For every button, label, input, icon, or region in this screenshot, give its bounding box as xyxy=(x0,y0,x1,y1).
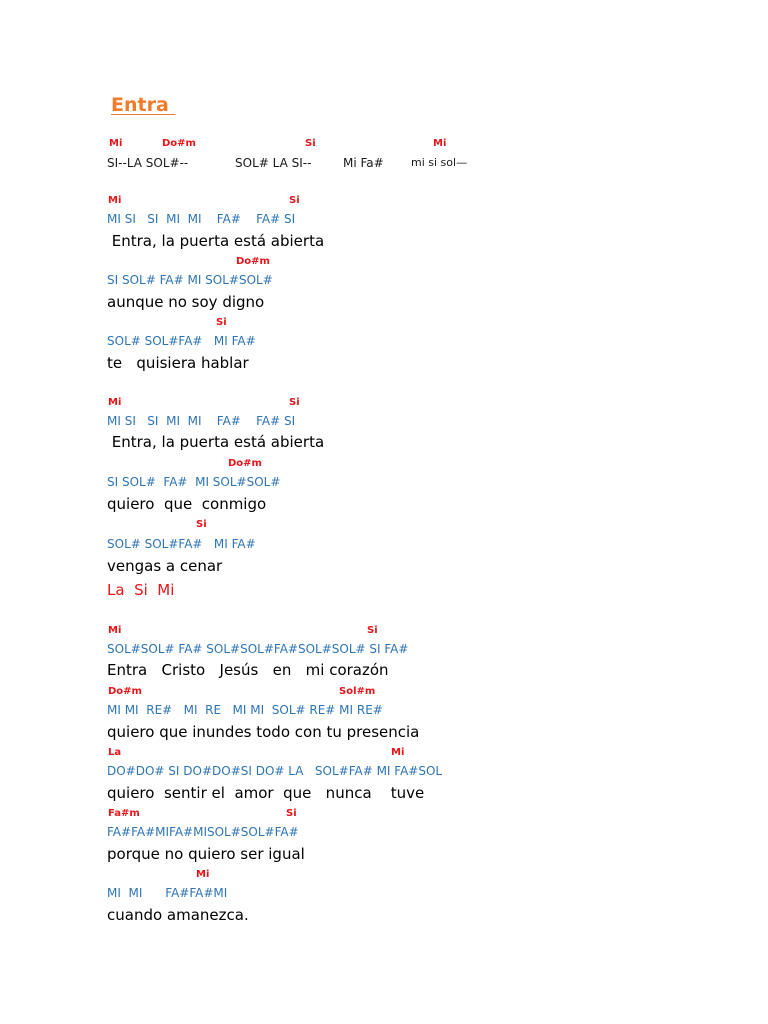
chord: Do#m xyxy=(236,256,270,267)
chord: Si xyxy=(305,138,316,149)
melody-notes: SOL#SOL# FA# SOL#SOL#FA#SOL#SOL# SI FA# xyxy=(107,642,409,656)
chord: Si xyxy=(286,808,297,819)
chord: Mi xyxy=(108,625,122,636)
chord: Mi xyxy=(391,747,405,758)
melody-notes: MI MI RE# MI RE MI MI SOL# RE# MI RE# xyxy=(107,703,383,717)
lyric-line: cuando amanezca. xyxy=(107,906,249,924)
melody-notes: MI MI FA#FA#MI xyxy=(107,886,228,900)
intro-notes: mi si sol— xyxy=(411,156,468,169)
lyric-line: aunque no soy digno xyxy=(107,293,265,311)
chord: Si xyxy=(196,519,207,530)
lyric-line: porque no quiero ser igual xyxy=(107,845,305,863)
chord: Do#m xyxy=(162,138,196,149)
lyric-line: Entra, la puerta está abierta xyxy=(107,433,325,451)
chord: Mi xyxy=(109,138,123,149)
melody-notes: MI SI SI MI MI FA# FA# SI xyxy=(107,212,296,226)
chord: Mi xyxy=(108,195,122,206)
intro-notes: Mi Fa# xyxy=(343,156,384,170)
melody-notes: DO#DO# SI DO#DO#SI DO# LA SOL#FA# MI FA#SOL xyxy=(107,764,443,778)
intro-notes: SOL# LA SI-- xyxy=(235,156,312,170)
chord: Do#m xyxy=(108,686,142,697)
lyric-line: vengas a cenar xyxy=(107,557,223,575)
chord: La xyxy=(108,747,122,758)
song-title: Entra xyxy=(111,94,176,116)
chord: Mi xyxy=(196,869,210,880)
melody-notes: SI SOL# FA# MI SOL#SOL# xyxy=(107,475,281,489)
chord: Si xyxy=(289,195,300,206)
chord: Mi xyxy=(108,397,122,408)
chord: Do#m xyxy=(228,458,262,469)
lyric-line: quiero que conmigo xyxy=(107,495,267,513)
chord: Si xyxy=(367,625,378,636)
melody-notes: MI SI SI MI MI FA# FA# SI xyxy=(107,414,296,428)
section-chords: La Si Mi xyxy=(107,581,175,599)
intro-notes: SI--LA SOL#-- xyxy=(107,156,189,170)
lyric-line: Entra Cristo Jesús en mi corazón xyxy=(107,661,389,679)
lyric-line: Entra, la puerta está abierta xyxy=(107,232,325,250)
chord: Mi xyxy=(433,138,447,149)
melody-notes: SOL# SOL#FA# MI FA# xyxy=(107,334,256,348)
melody-notes: SOL# SOL#FA# MI FA# xyxy=(107,537,256,551)
lyric-line: quiero que inundes todo con tu presencia xyxy=(107,723,420,741)
chord: Si xyxy=(289,397,300,408)
chord: Si xyxy=(216,317,227,328)
chord: Fa#m xyxy=(108,808,140,819)
lyric-line: quiero sentir el amor que nunca tuve xyxy=(107,784,425,802)
chord: Sol#m xyxy=(339,686,376,697)
melody-notes: FA#FA#MIFA#MISOL#SOL#FA# xyxy=(107,825,299,839)
melody-notes: SI SOL# FA# MI SOL#SOL# xyxy=(107,273,273,287)
lyric-line: te quisiera hablar xyxy=(107,354,249,372)
